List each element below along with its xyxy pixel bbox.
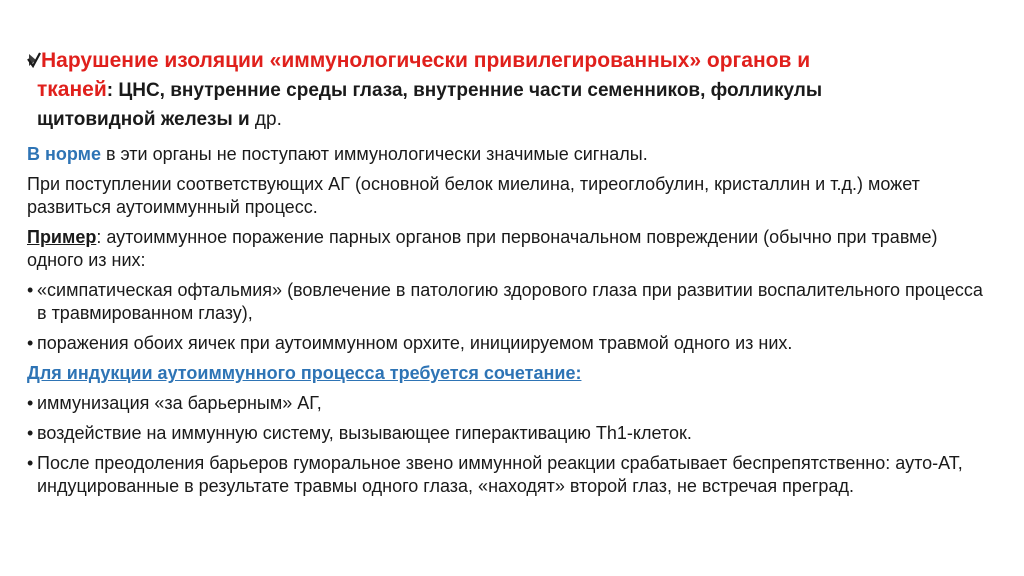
list-item-text: поражения обоих яичек при аутоиммунном орхите, инициируемом травмой одного из них. — [37, 333, 793, 353]
ag-paragraph: При поступлении соответствующих АГ (основной белок миелина, тиреоглобулин, кристаллин и т.д.) может развиться аутоиммунный процесс. — [27, 174, 920, 217]
list-item — [27, 332, 987, 355]
list-item — [27, 279, 987, 325]
list-item-text: иммунизация «за барьерным» АГ, — [37, 393, 322, 413]
heading-red-text-2: тканей — [37, 78, 107, 101]
example-paragraph — [27, 226, 987, 272]
list-item — [27, 422, 987, 445]
heading-etc: др. — [249, 109, 282, 130]
arrow-check-icon — [27, 51, 41, 69]
heading-red-text: Нарушение изоляции «иммунологически привилегированных» органов и — [41, 49, 811, 72]
heading-organs-list-end: щитовидной железы и — [37, 109, 250, 130]
slide-heading — [27, 48, 987, 133]
heading-organs-list: : ЦНС, внутренние среды глаза, внутренние части семенников, фолликулы — [106, 80, 823, 101]
norm-text: в эти органы не поступают иммунологически значимые сигналы. — [100, 144, 648, 164]
example-label: Пример — [27, 227, 97, 247]
bullet-icon: • — [27, 423, 34, 443]
induction-heading: Для индукции аутоиммунного процесса требуется сочетание: — [27, 363, 582, 383]
bullet-icon: • — [27, 333, 34, 353]
bullet-icon: • — [27, 453, 34, 473]
list-item — [27, 452, 987, 498]
slide-body — [27, 143, 987, 505]
norm-label: В норме — [27, 144, 101, 164]
list-item-text: воздействие на иммунную систему, вызывающее гиперактивацию Th1-клеток. — [37, 423, 692, 443]
list-item — [27, 392, 987, 415]
norm-paragraph — [27, 143, 987, 166]
list-item-text: «симпатическая офтальмия» (вовлечение в патологию здорового глаза при развитии воспалительного процесса в травмированном глазу), — [37, 280, 983, 323]
bullet-icon: • — [27, 393, 34, 413]
list-item-text: После преодоления барьеров гуморальное звено иммунной реакции срабатывает беспрепятственно: ауто-АТ, индуцированные в результате травмы одного глаза, «находят» второй глаз, не встречая преград. — [37, 453, 963, 496]
bullet-icon: • — [27, 280, 34, 300]
example-text: : аутоиммунное поражение парных органов при первоначальном повреждении (обычно при травме) одного из них: — [27, 227, 938, 270]
